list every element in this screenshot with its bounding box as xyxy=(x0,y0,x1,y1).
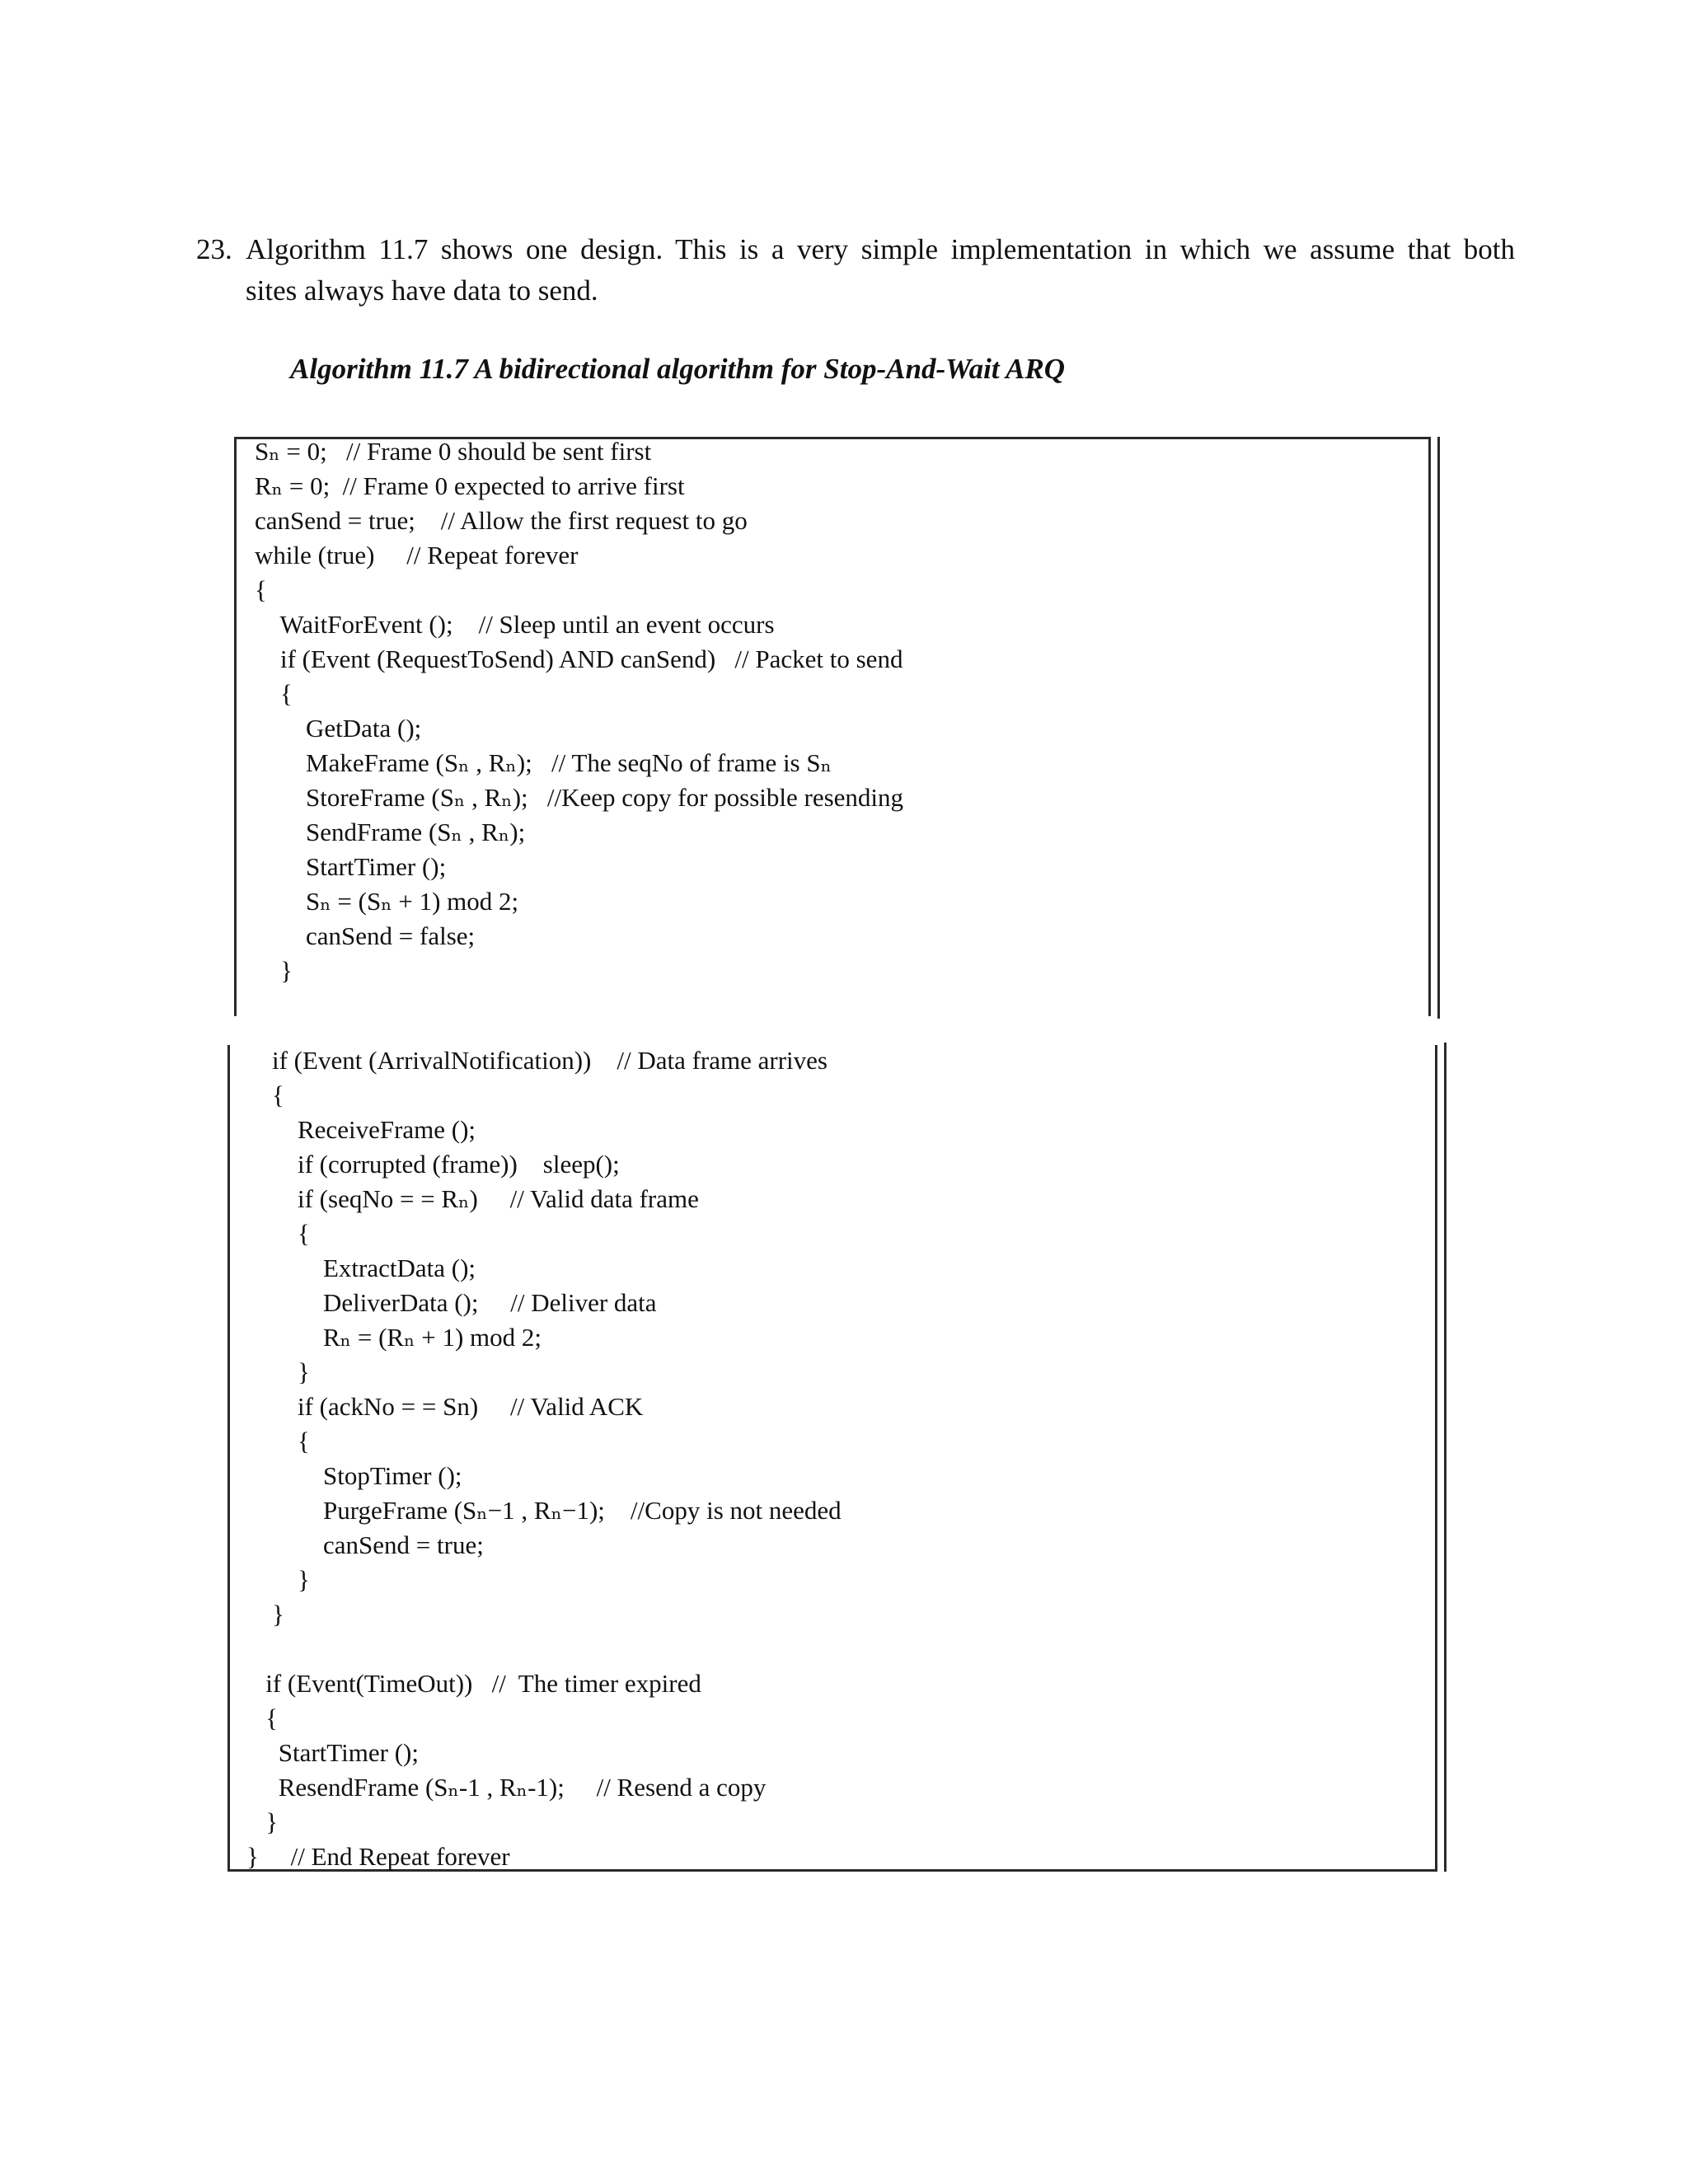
code-line: if (Event(TimeOut)) // The timer expired xyxy=(246,1669,701,1698)
code-line: while (true) // Repeat forever xyxy=(255,541,579,569)
code-line: } xyxy=(255,956,293,985)
code-line: if (Event (RequestToSend) AND canSend) // Packet to send xyxy=(255,644,903,673)
code-line: ResendFrame (Sₙ-1 , Rₙ-1); // Resend a copy xyxy=(246,1773,767,1802)
code-line: GetData (); xyxy=(255,714,422,743)
code-line: canSend = true; // Allow the first request to go xyxy=(255,506,748,535)
algorithm-box-part-1 xyxy=(234,437,1431,1016)
code-line xyxy=(246,1632,842,1666)
code-line: { xyxy=(246,1704,279,1732)
double-border-line xyxy=(1444,1043,1447,1872)
code-line: } xyxy=(246,1807,279,1836)
algorithm-box-part-2 xyxy=(227,1045,1437,1872)
code-line: Rₙ = (Rₙ + 1) mod 2; xyxy=(246,1323,542,1352)
code-line: WaitForEvent (); // Sleep until an event occurs xyxy=(255,610,775,639)
code-line: DeliverData (); // Deliver data xyxy=(246,1288,657,1317)
code-line: Rₙ = 0; // Frame 0 expected to arrive first xyxy=(255,471,685,500)
code-line: MakeFrame (Sₙ , Rₙ); // The seqNo of frame is Sₙ xyxy=(255,748,832,777)
question-text-line-1: Algorithm 11.7 shows one design. This is a very simple implementation in which we assume that both xyxy=(246,233,1515,265)
code-line: ExtractData (); xyxy=(246,1254,476,1282)
code-line: canSend = true; xyxy=(246,1530,484,1559)
code-line: { xyxy=(255,679,293,708)
algorithm-caption: Algorithm 11.7 A bidirectional algorithm for Stop-And-Wait ARQ xyxy=(290,353,1065,385)
code-line: PurgeFrame (Sₙ−1 , Rₙ−1); //Copy is not needed xyxy=(246,1496,842,1525)
code-line: { xyxy=(246,1219,310,1248)
code-line: ReceiveFrame (); xyxy=(246,1115,476,1144)
code-line: } xyxy=(246,1565,310,1594)
code-line: StopTimer (); xyxy=(246,1461,462,1490)
code-line: canSend = false; xyxy=(255,921,476,950)
algorithm-code-part-1 xyxy=(255,434,903,988)
question-text-line-2: sites always have data to send. xyxy=(246,274,598,307)
code-line: StartTimer (); xyxy=(255,852,447,881)
code-line: { xyxy=(255,575,267,604)
code-line: SendFrame (Sₙ , Rₙ); xyxy=(255,818,526,846)
code-line: } xyxy=(246,1357,310,1386)
code-line: if (Event (ArrivalNotification)) // Data frame arrives xyxy=(246,1046,828,1075)
code-line: if (ackNo = = Sn) // Valid ACK xyxy=(246,1392,644,1421)
code-line: StoreFrame (Sₙ , Rₙ); //Keep copy for possible resending xyxy=(255,783,904,812)
code-line: Sₙ = 0; // Frame 0 should be sent first xyxy=(255,437,652,466)
code-line: StartTimer (); xyxy=(246,1738,419,1767)
code-line: if (corrupted (frame)) sleep(); xyxy=(246,1150,620,1179)
code-line: } // End Repeat forever xyxy=(246,1842,510,1871)
code-line: if (seqNo = = Rₙ) // Valid data frame xyxy=(246,1184,699,1213)
algorithm-code-part-2 xyxy=(246,1043,842,1874)
code-line: { xyxy=(246,1080,284,1109)
code-line: { xyxy=(246,1427,310,1455)
code-line: } xyxy=(246,1600,284,1629)
double-border-line xyxy=(1437,437,1440,1019)
code-line: Sₙ = (Sₙ + 1) mod 2; xyxy=(255,887,519,916)
question-number: 23. xyxy=(196,233,232,265)
